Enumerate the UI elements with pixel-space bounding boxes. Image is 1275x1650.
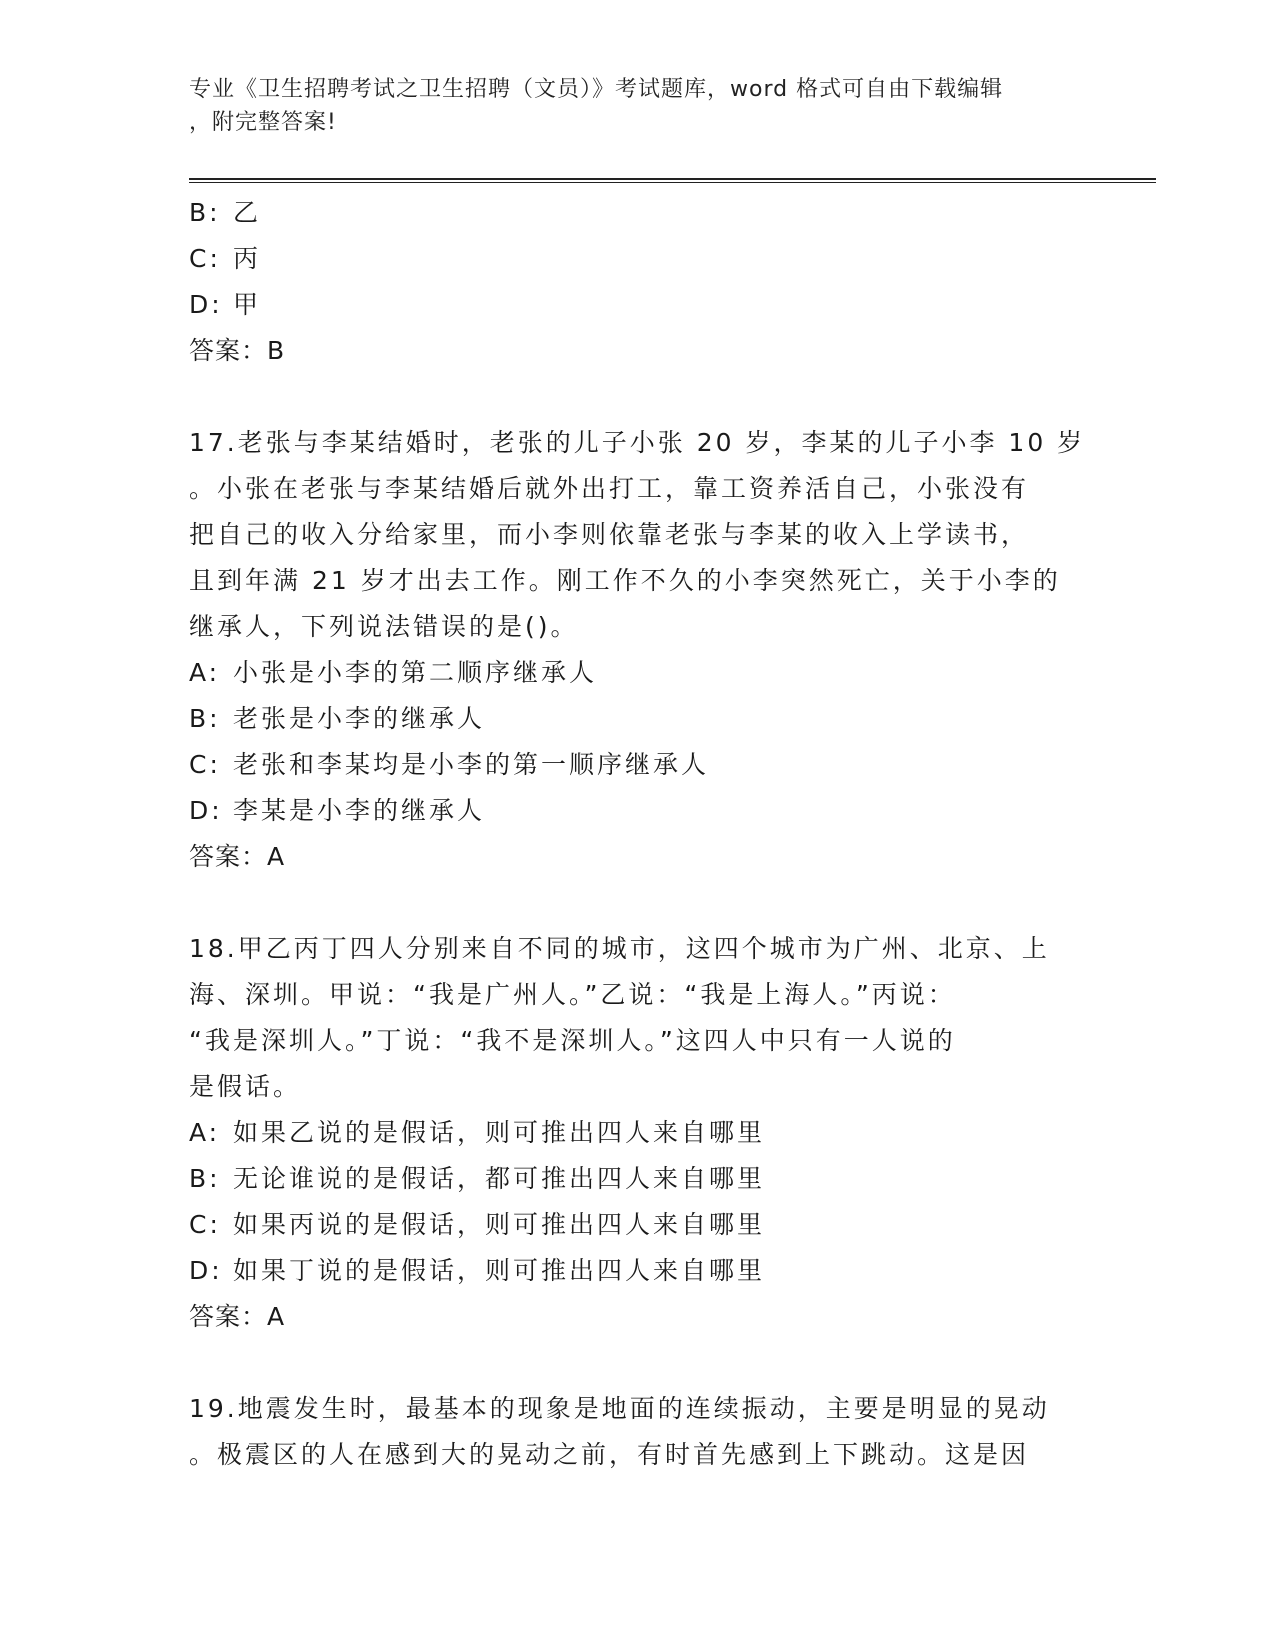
document-header [189, 73, 1089, 139]
question-stem-line: 把自己的收入分给家里，而小李则依靠老张与李某的收入上学读书， [189, 520, 1030, 549]
question-stem-line: 且到年满 21 岁才出去工作。刚工作不久的小李突然死亡，关于小李的 [189, 566, 1061, 595]
option-b: B: 老张是小李的继承人 [189, 704, 486, 733]
option-b: B: 无论谁说的是假话，都可推出四人来自哪里 [189, 1164, 766, 1193]
document-body [189, 190, 1089, 1478]
question-stem-line: 17.老张与李某结婚时，老张的儿子小张 20 岁，李某的儿子小李 10 岁 [189, 428, 1086, 457]
question-stem-line: 18.甲乙丙丁四人分别来自不同的城市，这四个城市为广州、北京、上 [189, 934, 1050, 963]
question-stem-line: “我是深圳人。”丁说：“我不是深圳人。”这四人中只有一人说的 [189, 1026, 956, 1055]
option-c: C: 如果丙说的是假话，则可推出四人来自哪里 [189, 1210, 766, 1239]
spacer [189, 880, 1089, 926]
question-17 [189, 420, 1089, 880]
option-d: D: 李某是小李的继承人 [189, 796, 486, 825]
option-b: B: 乙 [189, 198, 262, 227]
question-16-tail [189, 190, 1089, 374]
question-stem-line: 。小张在老张与李某结婚后就外出打工，靠工资养活自己，小张没有 [189, 474, 1030, 503]
option-d: D: 如果丁说的是假话，则可推出四人来自哪里 [189, 1256, 766, 1285]
question-stem-line: 海、深圳。甲说：“我是广州人。”乙说：“我是上海人。”丙说： [189, 980, 956, 1009]
option-a: A: 如果乙说的是假话，则可推出四人来自哪里 [189, 1118, 766, 1147]
question-19 [189, 1386, 1089, 1478]
answer: 答案：A [189, 842, 286, 871]
spacer [189, 374, 1089, 420]
question-stem-line: 继承人，下列说法错误的是()。 [189, 612, 579, 641]
question-18 [189, 926, 1089, 1340]
option-c: C: 老张和李某均是小李的第一顺序继承人 [189, 750, 710, 779]
answer: 答案：A [189, 1302, 286, 1331]
option-d: D: 甲 [189, 290, 262, 319]
header-line-1: 专业《卫生招聘考试之卫生招聘（文员）》考试题库，word 格式可自由下载编辑 [189, 77, 1004, 102]
header-line-2: ，附完整答案! [189, 110, 337, 135]
header-divider [189, 178, 1156, 183]
spacer [189, 1340, 1089, 1386]
question-stem-line: 。极震区的人在感到大的晃动之前，有时首先感到上下跳动。这是因 [189, 1440, 1030, 1469]
answer: 答案：B [189, 336, 286, 365]
option-a: A: 小张是小李的第二顺序继承人 [189, 658, 598, 687]
option-c: C: 丙 [189, 244, 262, 273]
question-stem-line: 19.地震发生时，最基本的现象是地面的连续振动，主要是明显的晃动 [189, 1394, 1050, 1423]
question-stem-line: 是假话。 [189, 1072, 302, 1101]
